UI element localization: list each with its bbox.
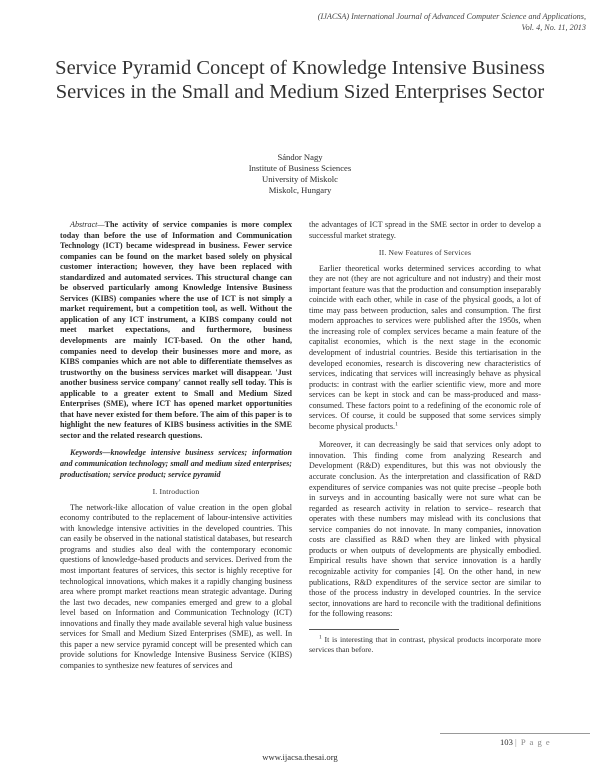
footnote-text: It is interesting that in contrast, physical products incorporate more services than before. <box>309 634 541 654</box>
footer-url[interactable]: www.ijacsa.thesai.org <box>262 752 338 762</box>
footnote-mark: 1 <box>319 634 322 641</box>
footnote <box>309 635 541 655</box>
intro-paragraph: The network-like allocation of value creation in the open global economy contributed to the replacement of labour-intensive activities with knowledge intensive activities in the developed countries. This can easily be observed in the national statistical databases, but research programs and studies also deal with the contemporary economic questions of knowledge-based products and services. Derived from the most important features of services, this sector is highly receptive for technological innovations, which makes it a rapidly changing business area where prompt market reactions mean strategic advantage. During the last two decades, new companies emerged and grew to a global level based on Information and Communication Technology (ICT) innovations and finally they made available several high value business services for Small and Medium Sized Enterprises (SME), as well. In this paper a new service pyramid concept will be presented which can provide solutions for Knowledge Intensive Business Service (KIBS) companies to synthesize new features of services and <box>60 502 292 670</box>
author-university: University of Miskolc <box>262 174 338 184</box>
left-column <box>60 220 292 671</box>
footer-divider <box>440 733 590 734</box>
page-number-block <box>500 737 551 747</box>
right-column <box>309 220 541 655</box>
section-heading-new-features: II. New Features of Services <box>378 248 472 258</box>
footnote-ref: 1 <box>395 421 398 428</box>
footnote-divider <box>309 629 399 630</box>
abstract-label: Abstract— <box>70 220 105 229</box>
journal-volume: Vol. 4, No. 11, 2013 <box>521 22 586 32</box>
author-name: Sándor Nagy <box>277 152 323 162</box>
author-block <box>0 152 600 196</box>
keywords <box>60 448 292 480</box>
page-label: | P a g e <box>515 737 551 747</box>
paper-title: Service Pyramid Concept of Knowledge Intensive Business Services in the Small and Medium Sized Enterprises Sector <box>55 57 545 103</box>
features-paragraph-1-text: Earlier theoretical works determined services according to what they are not (they are not agriculture and not industry) and their most important feature was that the production and consumption inseparably coincide with each other, while in case of the physical goods, a lot of time may pass between production, sales and consumption. The first modern approaches to services were published after the 1950s, when the increasing role of complex services became a main feature of the capitalist economies, which is the next stage in the economic development of industrial countries. Beside this tertiarisation in the developed economies, research is discovering new characteristics of services, indicating that services will increasingly behave as physical products: in contrast with the earlier scientific view, more and more services can be kept in stock and can be mass-produced and mass-consumed. These factors point to a redefining of the economic role of services. Of course, it could be supposed that some services simply become physical products. <box>309 263 541 431</box>
page-number: 103 <box>500 737 513 747</box>
section-heading-introduction: I. Introduction <box>152 487 200 497</box>
author-affiliation: Institute of Business Sciences <box>248 163 352 173</box>
abstract <box>60 220 292 441</box>
intro-continuation: the advantages of ICT spread in the SME sector in order to develop a successful market strategy. <box>309 220 541 240</box>
abstract-text: The activity of service companies is more complex today than before the use of Information and Communication Technology (ICT) became widespread in business. Fewer service companies can be found on the market based solely on physical customer interaction; however, they have been replaced with standardized and automated services. This structural change can be observed particularly among Knowledge Intensive Business Services (KIBS) companies where the use of ICT is not simply a market requirement, but a competition tool, as well. Without the application of any ICT instrument, a KIBS company could not meet market expectations, and furthermore, business developments are mainly ICT-based. On the other hand, companies need to develop their businesses more and more, as KIBS companies which are not able to differentiate themselves as trustworthy on the business services market will disappear. 'Just another business service company' cannot really sell today. This is applicable to a greater extent to Small and Medium Sized Enterprises (SME), where ICT has opened market opportunities that have never existed for them before. The aim of this paper is to highlight the new features of KIBS business activities in the SME sector and the related research questions. <box>60 220 292 440</box>
journal-header <box>318 12 586 33</box>
features-paragraph-2: Moreover, it can decreasingly be said that services only adopt to innovation. This finding come from analyzing Research and Development (R&D) expenditures, but this was not obviously the accurate conclusion. As the interpretation and classification of R&D expenditures of service companies was not quite precise –people both in surveys and in accounting basically were not sure what can be regarded as research activity in relation to service– research that operates with these numbers may mislead with its conclusions that service companies do not innovate. In many companies, innovation costs are classified as R&D when they are linked with physical products or when outputs of developments are physically embodied. Empirical results have shown that service innovation is a hardly recognizable activity for companies [4]. On the other hand, in new publications, R&D expenditures of the service sector are similar to those of the process industry in developed countries. In the service sector, innovations are hard to reconcile with the traditional definitions for the following reasons: <box>309 440 541 619</box>
keywords-text: knowledge intensive business services; information and communication technology; small and medium sized enterprises; productisation; service product; service pyramid <box>60 448 292 479</box>
features-paragraph-1 <box>309 264 541 433</box>
journal-name: (IJACSA) International Journal of Advanced Computer Science and Applications, <box>317 12 586 21</box>
author-location: Miskolc, Hungary <box>268 185 332 195</box>
keywords-label: Keywords— <box>70 448 111 458</box>
